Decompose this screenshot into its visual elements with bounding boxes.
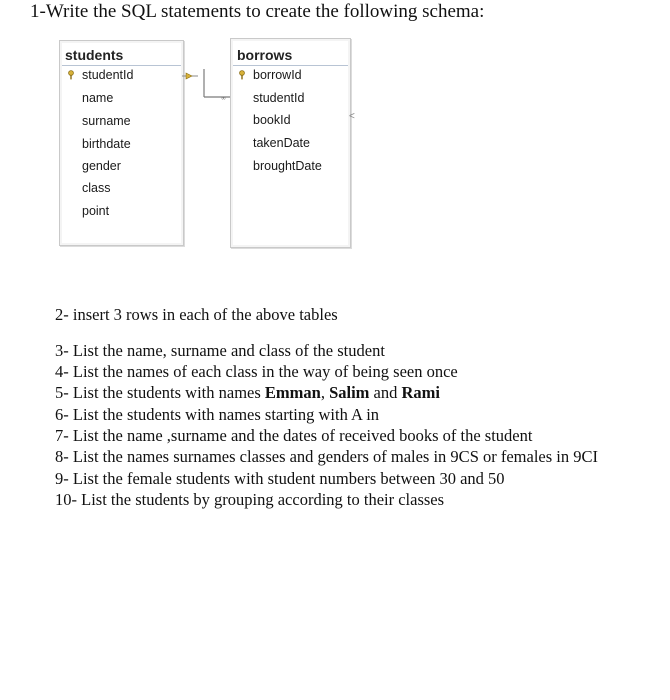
question-5: 5- List the students with names Emman, Salim and Rami (55, 383, 440, 402)
infinity-icon: ∞ (221, 95, 226, 102)
question-8: 8- List the names surnames classes and genders of males in 9CS or females in 9CI (55, 447, 599, 466)
column: gender (82, 159, 121, 173)
column: studentId (253, 91, 305, 105)
students-table (59, 40, 184, 246)
borrows-table (230, 38, 351, 248)
question-7: 7- List the name ,surname and the dates of received books of the student (55, 426, 533, 445)
column: bookId (253, 113, 291, 127)
column: broughtDate (253, 159, 322, 173)
key-icon (186, 73, 192, 79)
primary-key-column (82, 67, 133, 83)
question-4: 4- List the names of each class in the way of being seen once (55, 362, 458, 381)
column: name (82, 91, 114, 105)
question-3: 3- List the name, surname and class of the student (55, 341, 385, 360)
relationship-connector (180, 66, 234, 106)
question-6: 6- List the students with names starting with A in (55, 405, 380, 424)
name-rami: Rami (401, 383, 440, 402)
column: point (82, 204, 110, 218)
question-10: 10- List the students by grouping according to their classes (55, 490, 445, 509)
stray-mark: < (349, 111, 355, 122)
key-icon (237, 70, 247, 80)
borrows-table-title: borrows (237, 47, 293, 63)
name-salim: Salim (329, 383, 370, 402)
column: birthdate (82, 137, 131, 151)
students-table-title: students (65, 47, 124, 63)
column-name: studentId (82, 68, 134, 82)
column-name: borrowId (253, 68, 302, 82)
question-9: 9- List the female students with student numbers between 30 and 50 (55, 469, 505, 488)
name-emman: Emman (264, 383, 321, 402)
page-heading: 1-Write the SQL statements to create the following schema: (30, 1, 485, 22)
key-icon (66, 70, 76, 80)
column: class (82, 181, 111, 195)
column: surname (82, 114, 131, 128)
title-divider (62, 65, 181, 66)
column: takenDate (253, 136, 310, 150)
primary-key-column (253, 67, 302, 83)
title-divider (233, 65, 348, 66)
question-2: 2- insert 3 rows in each of the above tables (55, 305, 338, 324)
